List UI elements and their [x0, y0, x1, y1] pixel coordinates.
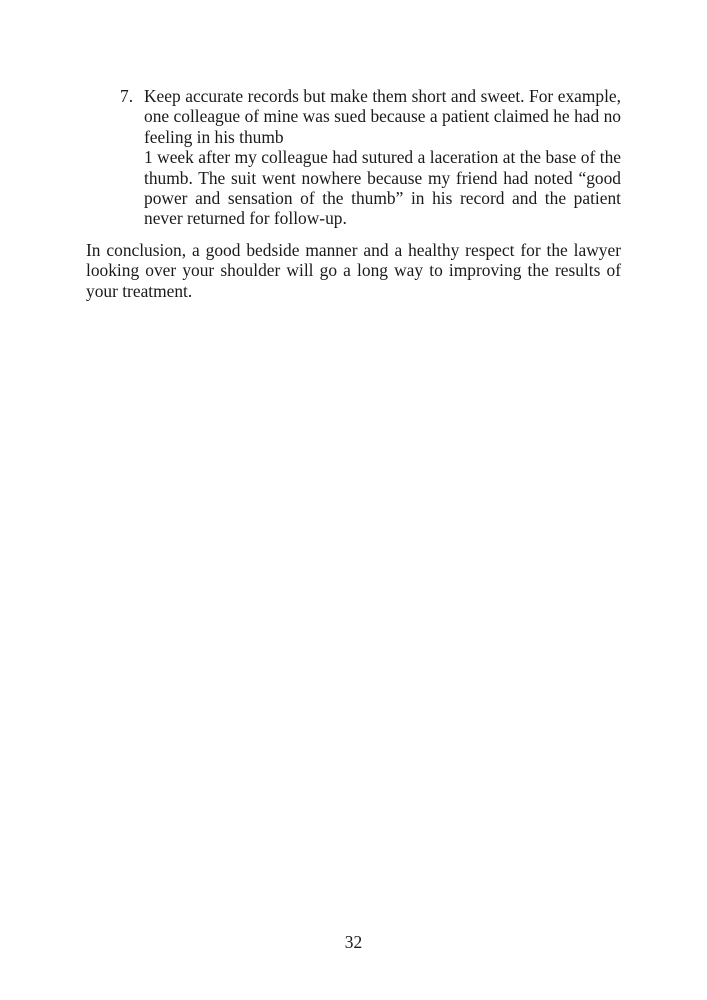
page-body	[86, 86, 621, 301]
list-item-number: 7.	[120, 86, 134, 106]
list-item-paragraph-1: Keep accurate records but make them short and sweet. For example, one colleague of mine was sued because a patient claimed he had no feeling in his thumb	[144, 86, 621, 147]
list-item-paragraph-2: 1 week after my colleague had sutured a laceration at the base of the thumb. The suit went nowhere because my friend had noted “good power and sensation of the thumb” in his record and the patient never returned for follow-up.	[144, 147, 621, 229]
page-number: 32	[344, 932, 363, 952]
list-item-7	[86, 86, 621, 229]
conclusion-paragraph: In conclusion, a good bedside manner and a healthy respect for the lawyer looking over your shoulder will go a long way to improving the results of your treatment.	[86, 239, 621, 301]
